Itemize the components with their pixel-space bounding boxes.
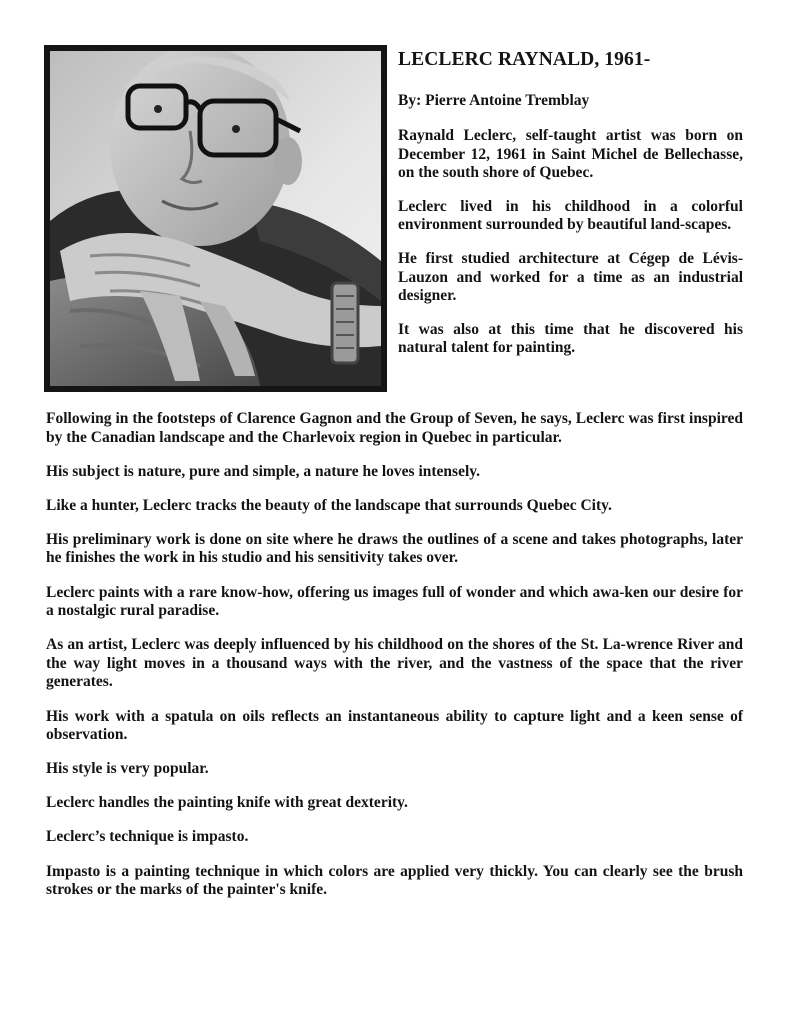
body-paragraph: Like a hunter, Leclerc tracks the beauty of the landscape that surrounds Quebec City. xyxy=(46,496,612,514)
bio-paragraph: Leclerc lived in his childhood in a colorful environment surrounded by beautiful land-scapes. xyxy=(398,197,743,234)
bio-paragraph: He first studied architecture at Cégep de Lévis-Lauzon and worked for a time as an industrial designer. xyxy=(398,249,743,305)
bio-paragraph: Raynald Leclerc, self-taught artist was born on December 12, 1961 in Saint Michel de Bellechasse, on the south shore of Quebec. xyxy=(398,127,743,182)
body-paragraph: His preliminary work is done on site where he draws the outlines of a scene and takes photographs, later he finishes the work in his studio and his sensitivity takes over. xyxy=(46,530,743,567)
artist-portrait-photo xyxy=(44,45,387,392)
body-paragraph: Following in the footsteps of Clarence Gagnon and the Group of Seven, he says, Leclerc was first inspired by the Canadian landscape and the Charlevoix region in Quebec in particular. xyxy=(46,410,743,446)
body-paragraph: Leclerc paints with a rare know-how, offering us images full of wonder and which awa-ken our desire for a nostalgic rural paradise. xyxy=(46,583,743,620)
article-title: LECLERC RAYNALD, 1961- xyxy=(398,49,651,70)
article-body xyxy=(46,410,743,900)
body-paragraph: Impasto is a painting technique in which colors are applied very thickly. You can clearly see the brush strokes or the marks of the painter's knife. xyxy=(46,862,743,899)
body-paragraph: His style is very popular. xyxy=(46,760,209,778)
header-column xyxy=(398,48,743,373)
author-byline: By: Pierre Antoine Tremblay xyxy=(398,92,590,109)
body-paragraph: Leclerc’s technique is impasto. xyxy=(46,828,249,846)
portrait-illustration xyxy=(50,51,381,386)
body-paragraph: Leclerc handles the painting knife with great dexterity. xyxy=(46,794,408,812)
body-paragraph: His subject is nature, pure and simple, a nature he loves intensely. xyxy=(46,462,481,480)
bio-paragraph: It was also at this time that he discovered his natural talent for painting. xyxy=(398,320,743,357)
body-paragraph: As an artist, Leclerc was deeply influenced by his childhood on the shores of the St. La-wrence River and the way light moves in a thousand ways with the river, and the vastness of the space that the river generates. xyxy=(46,636,743,691)
body-paragraph: His work with a spatula on oils reflects an instantaneous ability to capture light and a keen sense of observation. xyxy=(46,707,743,744)
